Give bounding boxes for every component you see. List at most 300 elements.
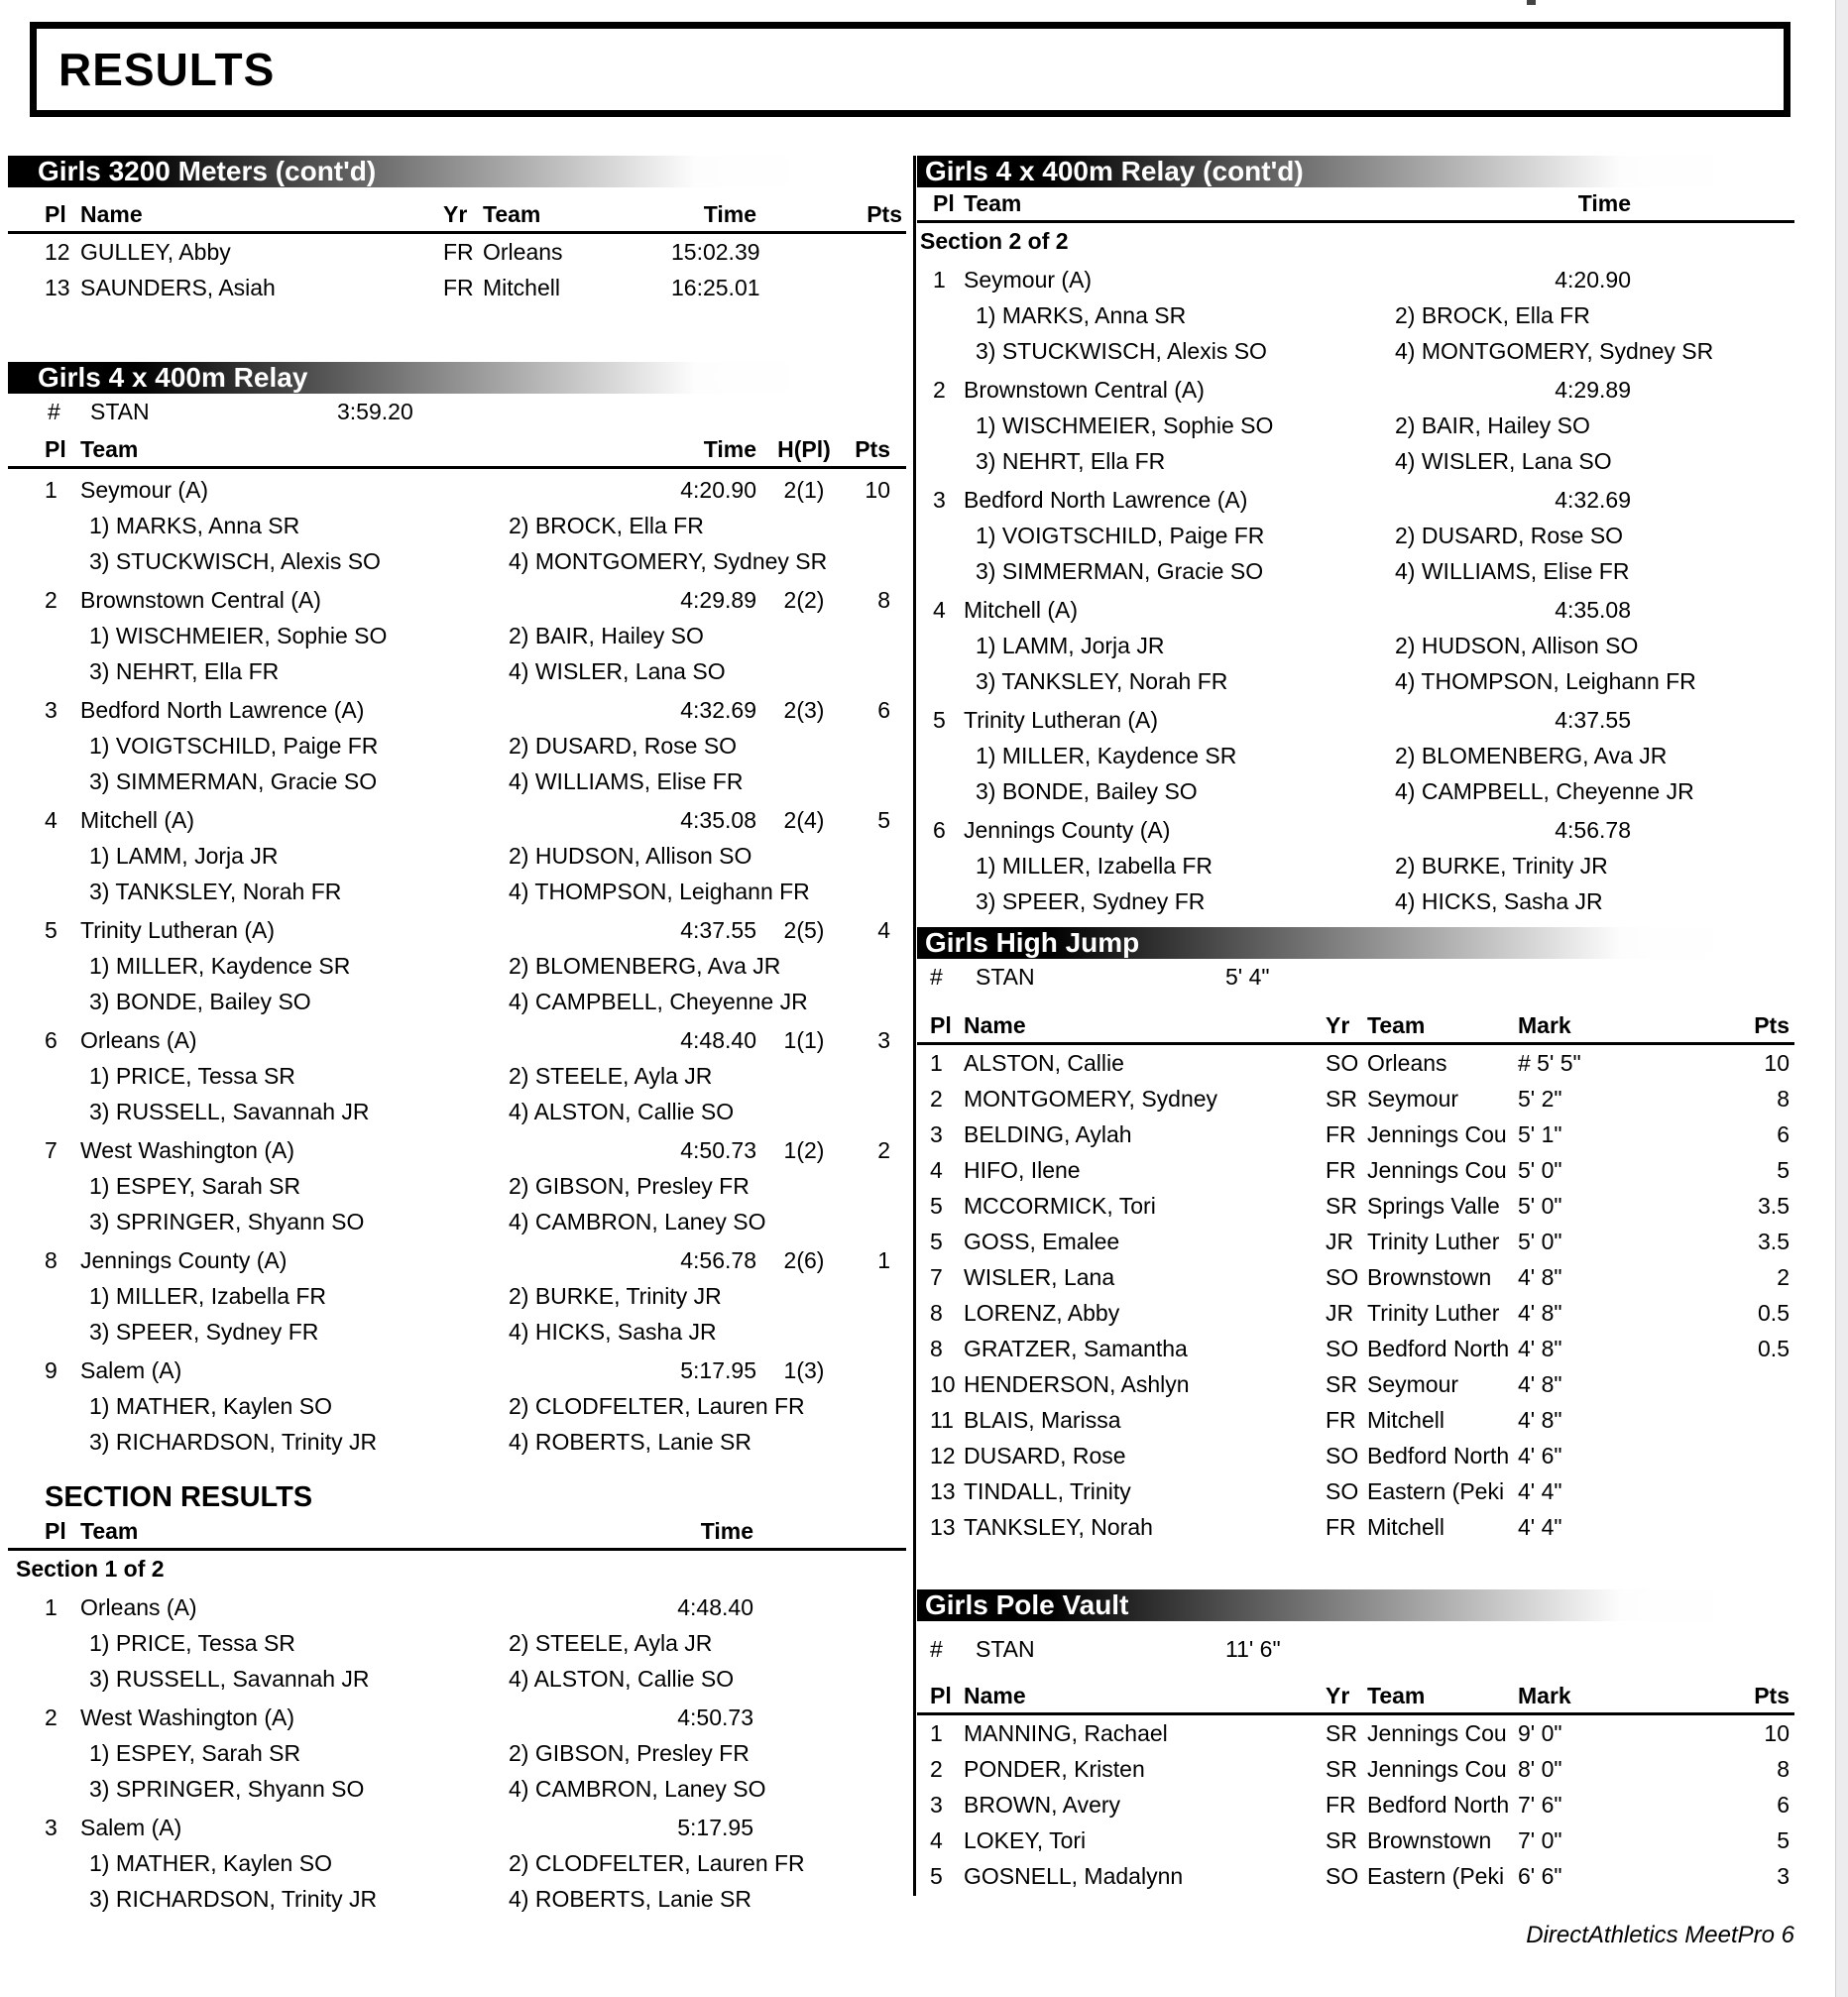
leg-3: 3) NEHRT, Ella FR bbox=[976, 448, 1166, 474]
cell-team: Jennings County (A) bbox=[80, 1247, 288, 1273]
col-time: Time bbox=[703, 436, 756, 462]
relay-legs-row bbox=[8, 543, 906, 579]
stan-value: 5' 4" bbox=[1225, 964, 1270, 990]
leg-1: 1) VOIGTSCHILD, Paige FR bbox=[89, 733, 379, 759]
leg-2: 2) BAIR, Hailey SO bbox=[1395, 412, 1590, 438]
cell-yr: SR bbox=[1326, 1371, 1357, 1397]
athlete-row bbox=[917, 1366, 1794, 1402]
cell-team: Jennings Cou bbox=[1367, 1157, 1507, 1183]
cell-team: Seymour (A) bbox=[964, 267, 1093, 293]
relay-team-row bbox=[917, 372, 1794, 408]
stan-row-pole-vault bbox=[917, 1631, 1794, 1667]
cell-yr: SR bbox=[1326, 1827, 1357, 1853]
leg-2: 2) BURKE, Trinity JR bbox=[1395, 853, 1608, 879]
cell-mark: 5' 0" bbox=[1518, 1157, 1562, 1183]
results-title-box bbox=[30, 22, 1790, 117]
column-header-row-3200 bbox=[8, 198, 906, 234]
relay-team-row bbox=[8, 692, 906, 728]
cell-yr: SR bbox=[1326, 1756, 1357, 1782]
relay-legs-row bbox=[8, 508, 906, 543]
cell-name: MANNING, Rachael bbox=[964, 1720, 1168, 1746]
table-relay-body bbox=[8, 472, 906, 1460]
cell-yr: FR bbox=[1326, 1121, 1356, 1147]
leg-2: 2) BROCK, Ella FR bbox=[509, 513, 704, 538]
leg-1: 1) MARKS, Anna SR bbox=[89, 513, 300, 538]
cell-team: Orleans (A) bbox=[80, 1027, 197, 1053]
leg-4: 4) THOMPSON, Leighann FR bbox=[509, 879, 810, 904]
cell-yr: SO bbox=[1326, 1863, 1359, 1889]
cell-pl: 3 bbox=[930, 1121, 943, 1147]
cell-pts: 6 bbox=[1777, 1792, 1790, 1818]
event-header-high-jump: Girls High Jump bbox=[917, 927, 1735, 959]
leg-2: 2) HUDSON, Allison SO bbox=[509, 843, 752, 869]
cell-name: TANKSLEY, Norah bbox=[964, 1514, 1153, 1540]
cell-pts bbox=[1676, 1509, 1794, 1545]
cell-team: Seymour bbox=[1367, 1086, 1459, 1112]
relay-team-row bbox=[8, 1242, 906, 1278]
cell-mark: 5' 0" bbox=[1518, 1229, 1562, 1254]
cell-yr: FR bbox=[1326, 1407, 1356, 1433]
leg-4: 4) ROBERTS, Lanie SR bbox=[509, 1886, 752, 1912]
cell-pl: 12 bbox=[930, 1443, 956, 1468]
cell-time: 5:17.95 bbox=[680, 1357, 756, 1383]
column-header-row-pole-vault bbox=[917, 1680, 1794, 1715]
leg-2: 2) BROCK, Ella FR bbox=[1395, 302, 1590, 328]
leg-1: 1) ESPEY, Sarah SR bbox=[89, 1173, 301, 1199]
cell-pl: 4 bbox=[45, 807, 58, 833]
athlete-row bbox=[917, 1751, 1794, 1787]
relay-team-block bbox=[917, 262, 1794, 369]
leg-1: 1) LAMM, Jorja JR bbox=[89, 843, 279, 869]
scrollbar[interactable] bbox=[1835, 0, 1848, 1997]
leg-4: 4) CAMPBELL, Cheyenne JR bbox=[509, 989, 808, 1014]
cell-time: 4:48.40 bbox=[677, 1594, 753, 1620]
relay-team-block bbox=[8, 582, 906, 689]
relay-team-row bbox=[917, 592, 1794, 628]
cell-team: Salem (A) bbox=[80, 1357, 182, 1383]
cell-team: Mitchell bbox=[1367, 1407, 1444, 1433]
cell-team: Mitchell (A) bbox=[964, 597, 1079, 623]
footer-credit: DirectAthletics MeetPro 6 bbox=[1526, 1922, 1794, 1948]
leg-4: 4) ALSTON, Callie SO bbox=[509, 1666, 735, 1692]
section-label: Section 1 of 2 bbox=[16, 1556, 165, 1582]
cell-team: Springs Valle bbox=[1367, 1193, 1500, 1219]
cell-pts: 3.5 bbox=[1758, 1229, 1790, 1254]
relay-legs-row bbox=[8, 948, 906, 984]
cell-pl: 2 bbox=[45, 587, 58, 613]
leg-2: 2) STEELE, Ayla JR bbox=[509, 1063, 713, 1089]
cell-pts: 8 bbox=[877, 587, 890, 613]
cell-pts: 4 bbox=[877, 917, 890, 943]
relay-legs-row bbox=[917, 553, 1794, 589]
cell-team: Orleans bbox=[483, 239, 563, 265]
cell-pl: 12 bbox=[45, 239, 70, 265]
cell-pl: 4 bbox=[933, 597, 946, 623]
cell-pl: 2 bbox=[930, 1086, 943, 1112]
table-pole-vault-body bbox=[917, 1715, 1794, 1894]
cell-yr: JR bbox=[1326, 1300, 1354, 1326]
leg-1: 1) WISCHMEIER, Sophie SO bbox=[89, 623, 388, 648]
relay-legs-row bbox=[8, 1735, 906, 1771]
leg-1: 1) WISCHMEIER, Sophie SO bbox=[976, 412, 1274, 438]
relay-team-row bbox=[917, 812, 1794, 848]
cell-pl: 13 bbox=[930, 1478, 956, 1504]
cell-team: Trinity Luther bbox=[1367, 1229, 1500, 1254]
cell-mark: 6' 6" bbox=[1518, 1863, 1562, 1889]
relay-legs-row bbox=[917, 297, 1794, 333]
col-pl: Pl bbox=[45, 201, 66, 227]
cell-pl: 6 bbox=[933, 817, 946, 843]
event-header-relay-contd: Girls 4 x 400m Relay (cont'd) bbox=[917, 156, 1735, 187]
cell-pl: 8 bbox=[930, 1300, 943, 1326]
leg-3: 3) SPRINGER, Shyann SO bbox=[89, 1209, 365, 1234]
stan-symbol: # bbox=[48, 399, 60, 424]
cell-team: Brownstown bbox=[1367, 1264, 1492, 1290]
cell-team: Mitchell bbox=[483, 275, 560, 300]
cell-team: Trinity Lutheran (A) bbox=[80, 917, 275, 943]
col-pl: Pl bbox=[930, 1683, 952, 1708]
cell-yr: FR bbox=[1326, 1157, 1356, 1183]
athlete-row bbox=[917, 1473, 1794, 1509]
cell-team: Bedford North bbox=[1367, 1443, 1510, 1468]
cell-pl: 3 bbox=[930, 1792, 943, 1818]
column-header-row-relay bbox=[8, 433, 906, 469]
cell-name: BELDING, Aylah bbox=[964, 1121, 1132, 1147]
leg-1: 1) VOIGTSCHILD, Paige FR bbox=[976, 523, 1265, 548]
cell-pts bbox=[756, 270, 906, 305]
cell-time: 4:20.90 bbox=[680, 477, 756, 503]
leg-3: 3) RICHARDSON, Trinity JR bbox=[89, 1429, 378, 1455]
leg-1: 1) MATHER, Kaylen SO bbox=[89, 1850, 332, 1876]
cell-name: DUSARD, Rose bbox=[964, 1443, 1126, 1468]
athlete-row bbox=[917, 1331, 1794, 1366]
leg-3: 3) SPRINGER, Shyann SO bbox=[89, 1776, 365, 1802]
relay-legs-row bbox=[8, 1845, 906, 1881]
athlete-row bbox=[917, 1081, 1794, 1116]
leg-1: 1) PRICE, Tessa SR bbox=[89, 1063, 295, 1089]
relay-legs-row bbox=[8, 1771, 906, 1807]
cell-pts: 3 bbox=[1777, 1863, 1790, 1889]
relay-legs-row bbox=[8, 1625, 906, 1661]
athlete-row bbox=[917, 1224, 1794, 1259]
cell-pts bbox=[1676, 1366, 1794, 1402]
relay-team-block bbox=[8, 1242, 906, 1350]
cell-time: 4:50.73 bbox=[680, 1137, 756, 1163]
cell-pts: 3 bbox=[877, 1027, 890, 1053]
cell-name: HIFO, Ilene bbox=[964, 1157, 1081, 1183]
event-header-3200: Girls 3200 Meters (cont'd) bbox=[8, 156, 807, 187]
cell-pl: 11 bbox=[930, 1407, 954, 1433]
leg-3: 3) STUCKWISCH, Alexis SO bbox=[976, 338, 1267, 364]
col-mark: Mark bbox=[1518, 1012, 1571, 1038]
cell-pts: 8 bbox=[1777, 1756, 1790, 1782]
relay-legs-row bbox=[8, 1388, 906, 1424]
col-pts: Pts bbox=[1754, 1012, 1790, 1038]
cell-team: Jennings Cou bbox=[1367, 1720, 1507, 1746]
relay-team-row bbox=[8, 1132, 906, 1168]
relay-legs-row bbox=[8, 874, 906, 909]
table-3200-body bbox=[8, 234, 906, 305]
cell-team: West Washington (A) bbox=[80, 1704, 295, 1730]
relay-legs-row bbox=[8, 1314, 906, 1350]
cell-name: HENDERSON, Ashlyn bbox=[964, 1371, 1190, 1397]
leg-3: 3) BONDE, Bailey SO bbox=[976, 778, 1198, 804]
leg-2: 2) GIBSON, Presley FR bbox=[509, 1740, 750, 1766]
leg-3: 3) SPEER, Sydney FR bbox=[89, 1319, 319, 1345]
cell-pts: 6 bbox=[877, 697, 890, 723]
cell-pts: 6 bbox=[1777, 1121, 1790, 1147]
leg-1: 1) MILLER, Kaydence SR bbox=[89, 953, 351, 979]
cell-mark: 5' 0" bbox=[1518, 1193, 1562, 1219]
event-header-relay: Girls 4 x 400m Relay bbox=[8, 362, 807, 394]
cell-time: 4:37.55 bbox=[680, 917, 756, 943]
cell-time: 4:20.90 bbox=[1555, 267, 1631, 293]
cell-name: GRATZER, Samantha bbox=[964, 1336, 1188, 1361]
cell-team: Jennings Cou bbox=[1367, 1756, 1507, 1782]
cell-pl: 8 bbox=[45, 1247, 58, 1273]
leg-2: 2) BURKE, Trinity JR bbox=[509, 1283, 722, 1309]
cell-pl: 2 bbox=[45, 1704, 58, 1730]
page-title: RESULTS bbox=[58, 44, 276, 95]
leg-2: 2) BLOMENBERG, Ava JR bbox=[509, 953, 781, 979]
cell-yr: JR bbox=[1326, 1229, 1354, 1254]
relay-team-block bbox=[8, 912, 906, 1019]
leg-2: 2) CLODFELTER, Lauren FR bbox=[509, 1393, 805, 1419]
leg-2: 2) HUDSON, Allison SO bbox=[1395, 633, 1639, 658]
relay-team-row bbox=[8, 472, 906, 508]
cell-team: Bedford North Lawrence (A) bbox=[80, 697, 365, 723]
cell-pl: 10 bbox=[930, 1371, 956, 1397]
relay-legs-row bbox=[8, 1094, 906, 1129]
cell-time: 16:25.01 bbox=[671, 275, 760, 300]
cell-pl: 7 bbox=[45, 1137, 58, 1163]
relay-team-block bbox=[8, 1132, 906, 1239]
cell-yr: SO bbox=[1326, 1050, 1359, 1076]
leg-1: 1) MILLER, Izabella FR bbox=[976, 853, 1213, 879]
leg-4: 4) ALSTON, Callie SO bbox=[509, 1099, 735, 1124]
cell-pl: 9 bbox=[45, 1357, 58, 1383]
cell-mark: 7' 0" bbox=[1518, 1827, 1562, 1853]
cell-team: Trinity Luther bbox=[1367, 1300, 1500, 1326]
relay-team-block bbox=[8, 472, 906, 579]
cell-pl: 2 bbox=[933, 377, 946, 403]
cell-pts: 8 bbox=[1777, 1086, 1790, 1112]
cell-yr: SO bbox=[1326, 1443, 1359, 1468]
cell-team: Bedford North bbox=[1367, 1792, 1510, 1818]
cell-heat: 2(3) bbox=[783, 697, 825, 723]
athlete-row bbox=[917, 1259, 1794, 1295]
athlete-row bbox=[917, 1045, 1794, 1081]
cell-team: Trinity Lutheran (A) bbox=[964, 707, 1158, 733]
cell-mark: 4' 8" bbox=[1518, 1264, 1562, 1290]
stan-label: STAN bbox=[976, 964, 1035, 990]
stan-value: 11' 6" bbox=[1225, 1636, 1281, 1662]
leg-4: 4) WISLER, Lana SO bbox=[509, 658, 726, 684]
leg-4: 4) CAMBRON, Laney SO bbox=[509, 1209, 766, 1234]
col-pts: Pts bbox=[855, 436, 890, 462]
leg-4: 4) CAMPBELL, Cheyenne JR bbox=[1395, 778, 1694, 804]
cell-heat: 1(1) bbox=[783, 1027, 825, 1053]
leg-2: 2) BLOMENBERG, Ava JR bbox=[1395, 743, 1668, 768]
relay-legs-row bbox=[8, 1168, 906, 1204]
cell-name: GULLEY, Abby bbox=[80, 239, 231, 265]
cell-name: SAUNDERS, Asiah bbox=[80, 275, 276, 300]
relay-legs-row bbox=[917, 663, 1794, 699]
stan-label: STAN bbox=[976, 1636, 1035, 1662]
cell-mark: 4' 8" bbox=[1518, 1407, 1562, 1433]
cell-pl: 2 bbox=[930, 1756, 943, 1782]
cell-team: West Washington (A) bbox=[80, 1137, 295, 1163]
relay-legs-row bbox=[8, 1058, 906, 1094]
relay-legs-row bbox=[917, 333, 1794, 369]
stan-value: 3:59.20 bbox=[337, 399, 413, 424]
cell-time: 4:50.73 bbox=[677, 1704, 753, 1730]
leg-4: 4) MONTGOMERY, Sydney SR bbox=[509, 548, 828, 574]
cell-pl: 5 bbox=[45, 917, 58, 943]
cell-name: WISLER, Lana bbox=[964, 1264, 1115, 1290]
cell-mark: 4' 8" bbox=[1518, 1336, 1562, 1361]
cell-heat: 2(1) bbox=[783, 477, 825, 503]
cell-pl: 13 bbox=[45, 275, 70, 300]
cell-heat: 2(4) bbox=[783, 807, 825, 833]
col-time: Time bbox=[1577, 190, 1631, 216]
leg-2: 2) STEELE, Ayla JR bbox=[509, 1630, 713, 1656]
relay-legs-row bbox=[8, 1424, 906, 1460]
leg-4: 4) HICKS, Sasha JR bbox=[509, 1319, 717, 1345]
column-header-row-high-jump bbox=[917, 1009, 1794, 1045]
leg-2: 2) DUSARD, Rose SO bbox=[509, 733, 738, 759]
cell-yr: SO bbox=[1326, 1264, 1359, 1290]
athlete-row bbox=[8, 270, 906, 305]
relay-legs-row bbox=[917, 443, 1794, 479]
cell-heat: 1(2) bbox=[783, 1137, 825, 1163]
cell-pl: 4 bbox=[930, 1827, 943, 1853]
cell-mark: # 5' 5" bbox=[1518, 1050, 1581, 1076]
cell-yr: FR bbox=[1326, 1514, 1356, 1540]
cell-time: 4:32.69 bbox=[1555, 487, 1631, 513]
cell-name: GOSNELL, Madalynn bbox=[964, 1863, 1184, 1889]
cell-pts bbox=[852, 1352, 906, 1388]
relay-team-row bbox=[917, 702, 1794, 738]
relay-legs-row bbox=[8, 1661, 906, 1697]
cell-pts: 5 bbox=[1777, 1827, 1790, 1853]
cell-pts: 10 bbox=[865, 477, 890, 503]
leg-4: 4) MONTGOMERY, Sydney SR bbox=[1395, 338, 1714, 364]
cell-pts: 10 bbox=[1764, 1720, 1790, 1746]
cell-yr: SO bbox=[1326, 1336, 1359, 1361]
relay-team-row bbox=[8, 1700, 906, 1735]
cell-pl: 1 bbox=[930, 1050, 943, 1076]
cell-pts: 0.5 bbox=[1758, 1336, 1790, 1361]
relay-team-block bbox=[8, 1352, 906, 1460]
cell-time: 4:32.69 bbox=[680, 697, 756, 723]
leg-3: 3) BONDE, Bailey SO bbox=[89, 989, 311, 1014]
col-time: Time bbox=[700, 1518, 753, 1544]
athlete-row bbox=[917, 1822, 1794, 1858]
relay-legs-row bbox=[917, 883, 1794, 919]
athlete-row bbox=[917, 1295, 1794, 1331]
cell-pts: 5 bbox=[1777, 1157, 1790, 1183]
leg-3: 3) SIMMERMAN, Gracie SO bbox=[89, 768, 378, 794]
relay-team-row bbox=[8, 802, 906, 838]
stan-label: STAN bbox=[90, 399, 150, 424]
cell-pl: 1 bbox=[45, 477, 58, 503]
relay-team-row bbox=[8, 912, 906, 948]
athlete-row bbox=[917, 1402, 1794, 1438]
col-name: Name bbox=[964, 1683, 1026, 1708]
relay-legs-row bbox=[917, 738, 1794, 773]
athlete-row bbox=[917, 1152, 1794, 1188]
cell-pl: 5 bbox=[930, 1229, 943, 1254]
cell-team: Mitchell bbox=[1367, 1514, 1444, 1540]
cell-pl: 5 bbox=[930, 1863, 943, 1889]
cell-pl: 1 bbox=[933, 267, 946, 293]
col-team: Team bbox=[483, 201, 541, 227]
cell-pts: 3.5 bbox=[1758, 1193, 1790, 1219]
cell-team: Brownstown Central (A) bbox=[80, 587, 321, 613]
relay-team-block bbox=[917, 812, 1794, 919]
col-pts: Pts bbox=[866, 201, 902, 227]
cell-yr: SO bbox=[1326, 1478, 1359, 1504]
cell-name: BLAIS, Marissa bbox=[964, 1407, 1121, 1433]
col-team: Team bbox=[80, 1518, 139, 1544]
leg-3: 3) TANKSLEY, Norah FR bbox=[976, 668, 1228, 694]
leg-2: 2) DUSARD, Rose SO bbox=[1395, 523, 1624, 548]
relay-team-block bbox=[8, 692, 906, 799]
cell-time: 4:56.78 bbox=[680, 1247, 756, 1273]
cell-pl: 3 bbox=[933, 487, 946, 513]
cell-team: Jennings Cou bbox=[1367, 1121, 1507, 1147]
cell-pts bbox=[756, 234, 906, 270]
cell-pl: 1 bbox=[45, 1594, 58, 1620]
relay-legs-row bbox=[8, 618, 906, 653]
column-divider bbox=[913, 156, 916, 1896]
col-team: Team bbox=[1367, 1683, 1426, 1708]
leg-1: 1) MARKS, Anna SR bbox=[976, 302, 1187, 328]
relay-legs-row bbox=[8, 838, 906, 874]
cell-pts: 1 bbox=[877, 1247, 890, 1273]
relay-legs-row bbox=[8, 1881, 906, 1917]
leg-1: 1) ESPEY, Sarah SR bbox=[89, 1740, 301, 1766]
cell-time: 5:17.95 bbox=[677, 1815, 753, 1840]
col-yr: Yr bbox=[443, 201, 468, 227]
col-mark: Mark bbox=[1518, 1683, 1571, 1708]
section-results-title: SECTION RESULTS bbox=[45, 1481, 313, 1513]
cell-mark: 5' 2" bbox=[1518, 1086, 1562, 1112]
cell-pts: 10 bbox=[1764, 1050, 1790, 1076]
relay-team-block bbox=[8, 1022, 906, 1129]
col-pl: Pl bbox=[45, 1518, 66, 1544]
cell-mark: 8' 0" bbox=[1518, 1756, 1562, 1782]
leg-3: 3) SIMMERMAN, Gracie SO bbox=[976, 558, 1264, 584]
cell-pts: 2 bbox=[877, 1137, 890, 1163]
relay-team-row bbox=[8, 1810, 906, 1845]
leg-4: 4) CAMBRON, Laney SO bbox=[509, 1776, 766, 1802]
cell-name: ALSTON, Callie bbox=[964, 1050, 1124, 1076]
cell-pl: 7 bbox=[930, 1264, 943, 1290]
athlete-row bbox=[917, 1116, 1794, 1152]
relay-team-row bbox=[8, 582, 906, 618]
leg-1: 1) LAMM, Jorja JR bbox=[976, 633, 1165, 658]
cell-mark: 9' 0" bbox=[1518, 1720, 1562, 1746]
relay-legs-row bbox=[8, 1278, 906, 1314]
cell-team: Bedford North bbox=[1367, 1336, 1510, 1361]
cell-team: Bedford North Lawrence (A) bbox=[964, 487, 1248, 513]
cell-pts: 0.5 bbox=[1758, 1300, 1790, 1326]
athlete-row bbox=[917, 1787, 1794, 1822]
cell-name: PONDER, Kristen bbox=[964, 1756, 1145, 1782]
cell-yr: SR bbox=[1326, 1086, 1357, 1112]
